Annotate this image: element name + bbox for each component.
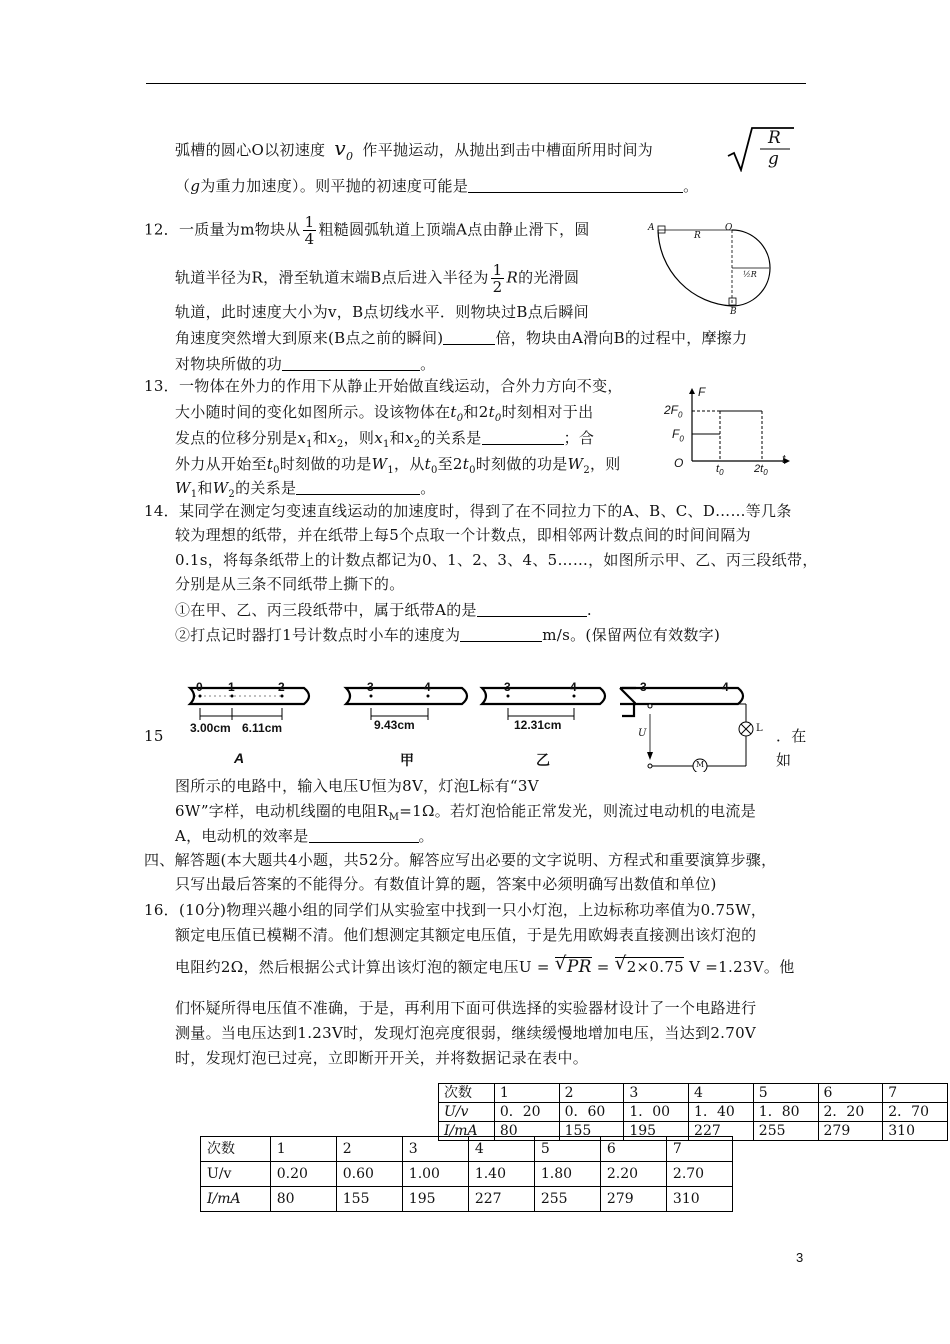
frac-den: 2 — [492, 278, 503, 296]
q11-text-c: 为重力加速度）。则平抛的初速度可能是 — [200, 177, 469, 195]
question-number: 16． — [144, 901, 179, 919]
table-cell: U/v — [439, 1103, 495, 1122]
fraction-half — [491, 262, 505, 295]
table-cell: 0.60 — [336, 1162, 402, 1187]
table-cell: 80 — [270, 1187, 336, 1212]
table-cell: 155 — [559, 1122, 624, 1141]
table-cell: 1.40 — [468, 1162, 534, 1187]
tape-A-point-0: 0 — [196, 680, 203, 694]
g-symbol: g — [190, 177, 201, 195]
tape-A-label: A — [234, 750, 245, 766]
sqrt-value — [614, 953, 685, 976]
half-R-label: ½R — [743, 270, 757, 279]
tape-jia-point-3: 3 — [367, 680, 374, 694]
sqrt-denominator: g — [768, 149, 779, 169]
tape-yi-point-4: 4 — [570, 680, 577, 694]
tape-bing-point-3: 3 — [640, 680, 647, 694]
q13-text: 外力从开始至 — [175, 455, 267, 473]
sqrt-PR — [554, 953, 592, 977]
q14-sub1 — [175, 600, 592, 620]
table-cell: 2.20 — [600, 1162, 666, 1187]
question-number: 14． — [144, 502, 179, 520]
sub0: 0 — [679, 434, 684, 444]
t-sub: 0 — [430, 465, 438, 476]
q12-text: 轨道半径为R，滑至轨道末端B点后进入半径为 — [175, 268, 489, 287]
t-letter: t — [462, 455, 470, 473]
q12-text: 对物块所做的功 — [175, 355, 283, 373]
label-F0 — [672, 427, 684, 443]
tape-A-point-1: 1 — [228, 680, 235, 694]
q13-text: 。 — [420, 479, 436, 497]
data-table-top — [438, 1083, 948, 1141]
t-sub: 0 — [469, 465, 476, 476]
section4-line2: 只写出最后答案的不能得分。有数值计算的题，答案中必须明确写出数值和单位) — [175, 875, 717, 893]
table-cell: 155 — [336, 1187, 402, 1212]
q13-text: ，则 — [343, 429, 375, 447]
q14-text: . — [586, 601, 592, 619]
answer-blank[interactable] — [296, 479, 420, 495]
x-letter: x — [374, 429, 383, 447]
motor-M-label: M — [696, 760, 705, 769]
q13-text: 和 — [197, 479, 213, 497]
q12-text: 粗糙圆弧轨道上顶端A点由静止滑下，圆 — [318, 220, 590, 239]
q16-line6: 时，发现灯泡已过亮，立即断开开关，并将数据记录在表中。 — [175, 1049, 589, 1067]
table-cell: I/mA — [439, 1122, 495, 1141]
q14-line2: 较为理想的纸带，并在纸带上每5个点取一个计数点，即相邻两计数点间的时间间隔为 — [175, 526, 751, 544]
q13-text: 和2 — [463, 403, 489, 421]
paper-tapes-figure — [186, 680, 636, 772]
q13-text: 大小随时间的变化如图所示。设该物体在 — [175, 403, 451, 421]
axis-F-label: F — [698, 385, 706, 399]
q13-text: 时刻做的功是 — [279, 455, 372, 473]
origin-label: O — [674, 456, 684, 470]
q14-line1 — [144, 501, 792, 521]
answer-blank[interactable] — [443, 329, 495, 345]
twot-text: 2t — [754, 463, 764, 475]
radical-icon: √ — [614, 953, 627, 974]
q13-text: ；合 — [563, 429, 595, 447]
header-rule — [146, 83, 806, 84]
q15-line3 — [175, 826, 434, 846]
q12-text: 角速度突然增大到原来(B点之前的瞬间) — [175, 329, 444, 347]
table-row — [439, 1084, 948, 1103]
q12-text: 一质量为m物块从 — [179, 220, 301, 239]
twoF-text: 2F — [664, 403, 679, 417]
table-cell: 195 — [402, 1187, 468, 1212]
t-letter: t — [450, 403, 457, 421]
q13-text: 一物体在外力的作用下从静止开始做直线运动，合外力方向不变， — [179, 377, 623, 395]
q11-paren: （ — [175, 177, 191, 195]
data-table-bottom — [200, 1136, 733, 1212]
q16-line3 — [175, 953, 795, 977]
q15-text: 6W”字样，电动机线圈的电阻R — [175, 802, 389, 820]
label-2t0 — [754, 463, 768, 477]
answer-blank[interactable] — [309, 827, 419, 843]
sqrt-numerator: R — [768, 128, 781, 148]
q15-right-text-1: ．在 — [776, 727, 807, 745]
q15-right-text-2: 如 — [776, 751, 792, 769]
q13-text: ，则 — [589, 455, 621, 473]
t-text: t — [716, 463, 720, 475]
table-cell: 255 — [534, 1187, 600, 1212]
PR-text: PR — [566, 957, 592, 977]
table-cell: 2 — [559, 1084, 624, 1103]
q15-text: =1Ω。若灯泡恰能正常发光，则流过电动机的电流是 — [399, 802, 757, 820]
table-cell: 1.80 — [534, 1162, 600, 1187]
t-letter: t — [488, 403, 495, 421]
section4-line1: 四、解答题(本大题共4小题，共52分。解答应写出必要的文字说明、方程式和重要演算步骤， — [144, 851, 777, 869]
q11-text-b: 作平抛运动，从抛出到击中槽面所用时间为 — [362, 141, 654, 159]
table-cell: 227 — [689, 1122, 754, 1141]
tape-A-distance-2: 6.11cm — [242, 721, 283, 735]
sub0: 0 — [678, 410, 683, 420]
x-letter: x — [328, 429, 337, 447]
R-symbol: R — [506, 268, 519, 287]
label-2F0 — [664, 403, 682, 419]
question-number: 13． — [144, 377, 179, 395]
answer-blank[interactable] — [468, 177, 683, 193]
table-cell: 次数 — [201, 1137, 271, 1162]
q13-line1 — [144, 376, 623, 396]
q14-text: m/s。(保留两位有效数字) — [542, 626, 721, 644]
sub0: 0 — [719, 468, 724, 478]
q14-text: ①在甲、乙、丙三段纸带中，属于纸带A的是 — [175, 601, 477, 619]
q14-text: ②打点记时器打1号计数点时小车的速度为 — [175, 626, 461, 644]
table-cell: 5 — [534, 1137, 600, 1162]
q13-text: 至2 — [437, 455, 463, 473]
table-cell: 3 — [402, 1137, 468, 1162]
table-cell: 80 — [494, 1122, 559, 1141]
q11-line1 — [175, 138, 653, 167]
table-row — [201, 1187, 733, 1212]
q16-text: V =1.23V。他 — [689, 958, 795, 976]
table-row — [439, 1103, 948, 1122]
q15-circuit-figure — [620, 680, 770, 772]
table-cell: 227 — [468, 1187, 534, 1212]
fraction-quarter — [303, 214, 317, 247]
t-sub: 0 — [494, 413, 502, 424]
table-cell: 195 — [624, 1122, 689, 1141]
t-sub: 0 — [273, 465, 280, 476]
radical-sign-icon — [726, 126, 796, 172]
table-cell: 2．20 — [818, 1103, 883, 1122]
t-sub: 0 — [456, 413, 464, 424]
q16-line1 — [144, 900, 766, 920]
lamp-L-label: L — [756, 723, 763, 734]
t0-symbol — [450, 403, 464, 424]
q16-text: (10分)物理兴趣小组的同学们从实验室中找到一只小灯泡，上边标称功率值为0.75W， — [179, 901, 767, 919]
point-A-label: A — [648, 223, 655, 233]
q12-line4 — [175, 328, 747, 348]
tape-yi-point-3: 3 — [504, 680, 511, 694]
table-cell: U/v — [201, 1162, 271, 1187]
q12-text: 。 — [420, 355, 436, 373]
q13-line4: 外力从开始至$t_0$时刻做的功是$W_1$，从$t_0$至$2t_0$时刻做的功是$W_2$，则 — [175, 455, 621, 476]
q14-sub2 — [175, 625, 720, 645]
equals: = — [596, 958, 610, 976]
q15-text: A，电动机的效率是 — [175, 827, 309, 845]
table-row — [201, 1162, 733, 1187]
q15-line1: 图所示的电路中，输入电压U恒为8V，灯泡L标有“3V — [175, 777, 539, 795]
table-cell: 310 — [883, 1122, 948, 1141]
q12-line2 — [175, 262, 579, 295]
q13-text: 和 — [389, 429, 405, 447]
table-cell: 0．20 — [494, 1103, 559, 1122]
q11-line2 — [175, 176, 698, 196]
q16-line2: 额定电压值已模糊不清。他们想测定其额定电压值，于是先用欧姆表直接测出该灯泡的 — [175, 926, 757, 944]
frac-num: 1 — [492, 261, 503, 279]
q15-number: 15 — [144, 727, 164, 745]
q14-line3: 0.1s，将每条纸带上的计数点都记为0、1、2、3、4、5……，如图所示甲、乙、丙三段纸带， — [175, 551, 818, 569]
answer-blank[interactable] — [482, 429, 564, 445]
tape-yi-label: 乙 — [536, 753, 550, 769]
table-cell: 7 — [883, 1084, 948, 1103]
table-cell: 1．00 — [624, 1103, 689, 1122]
q12-text: 的光滑圆 — [518, 268, 580, 287]
table-cell: 1．40 — [689, 1103, 754, 1122]
q13-force-graph — [662, 386, 792, 476]
table-cell: 2.70 — [666, 1162, 732, 1187]
table-cell: 4 — [689, 1084, 754, 1103]
W-letter: W — [175, 479, 191, 497]
point-B-label: B — [730, 307, 737, 317]
table-cell: 次数 — [439, 1084, 495, 1103]
q16-line4: 们怀疑所得电压值不准确，于是，再利用下面可供选择的实验器材设计了一个电路进行 — [175, 999, 757, 1017]
t-letter: t — [266, 455, 274, 473]
table-cell: 310 — [666, 1187, 732, 1212]
table-cell: 279 — [600, 1187, 666, 1212]
tape-yi-distance: 12.31cm — [514, 718, 562, 732]
table-cell: 255 — [753, 1122, 818, 1141]
q12-track-figure — [648, 220, 780, 320]
q14-line4: 分别是从三条不同纸带上撕下的。 — [175, 575, 405, 593]
v0-symbol — [334, 136, 354, 163]
table-cell: 1 — [494, 1084, 559, 1103]
point-O-label: O — [725, 223, 733, 233]
q13-text: 的关系是 — [235, 479, 297, 497]
table-cell: 6 — [600, 1137, 666, 1162]
frac-den: 4 — [304, 230, 315, 248]
q12-line3: 轨道，此时速度大小为v，B点切线水平．则物块过B点后瞬间 — [175, 303, 589, 321]
q12-line5 — [175, 354, 435, 374]
table-cell: 6 — [818, 1084, 883, 1103]
tape-jia-point-4: 4 — [424, 680, 431, 694]
q16-line5: 测量。当电压达到1.23V时，发现灯泡亮度很弱，继续缓慢地增加电压，当达到2.70V — [175, 1024, 757, 1042]
q13-line3: 发点的位移分别是$x_1$和$x_2$，则$x_1$和$x_2$的关系是 ；合 — [175, 429, 595, 450]
q16-text: 电阻约2Ω，然后根据公式计算出该灯泡的额定电压U = — [175, 958, 550, 976]
answer-blank[interactable] — [282, 355, 420, 371]
q13-text: ，从 — [394, 455, 425, 473]
tape-jia-label: 甲 — [400, 753, 414, 769]
q13-text: 发点的位移分别是 — [175, 429, 298, 447]
q13-line5: $W_1$和$W_2$的关系是 。 — [175, 479, 436, 500]
q13-text: 的关系是 — [420, 429, 482, 447]
sqrt-value-text: 2×0.75 — [626, 958, 685, 976]
sub0: 0 — [763, 468, 768, 478]
v-letter: v — [334, 136, 346, 160]
question-number: 12． — [144, 220, 179, 239]
track-diagram — [648, 220, 780, 320]
tape-A-point-2: 2 — [278, 680, 285, 694]
x-letter: x — [297, 429, 307, 447]
tape-bing-point-4: 4 — [722, 680, 729, 694]
t-letter: t — [424, 455, 431, 473]
table-row — [201, 1137, 733, 1162]
q13-line2 — [175, 402, 593, 429]
label-t0 — [716, 463, 724, 477]
table-cell: 0.20 — [270, 1162, 336, 1187]
q15-text: 。 — [418, 827, 434, 845]
v-subscript: 0 — [346, 150, 354, 163]
table-cell: I/mA — [201, 1187, 271, 1212]
F-text: F — [672, 427, 680, 441]
frac-num: 1 — [304, 213, 315, 231]
tape-jia-distance: 9.43cm — [374, 718, 415, 732]
table-cell: 2 — [336, 1137, 402, 1162]
answer-blank[interactable] — [460, 626, 542, 642]
table-cell: 3 — [624, 1084, 689, 1103]
q12-line1 — [144, 214, 590, 247]
table-cell: 4 — [468, 1137, 534, 1162]
W-letter: W — [212, 479, 229, 497]
table-cell: 1．80 — [753, 1103, 818, 1122]
table-cell: 279 — [818, 1122, 883, 1141]
sqrt-r-over-g — [726, 126, 796, 172]
table-cell: 1 — [270, 1137, 336, 1162]
q13-text: 时刻做的功是 — [475, 455, 568, 473]
q11-text-a: 弧槽的圆心O以初速度 — [175, 141, 326, 159]
W-letter: W — [567, 455, 584, 473]
table-cell: 7 — [666, 1137, 732, 1162]
W-letter: W — [371, 455, 388, 473]
answer-blank[interactable] — [477, 601, 587, 617]
x-letter: x — [404, 429, 414, 447]
table-cell: 0．60 — [559, 1103, 624, 1122]
tape-A-distance-1: 3.00cm — [190, 721, 231, 735]
q14-text: 某同学在测定匀变速直线运动的加速度时，得到了在不同拉力下的A、B、C、D……等几条 — [179, 502, 792, 520]
page-number: 3 — [796, 1250, 804, 1265]
q12-text: 倍，物块由A滑向B的过程中，摩擦力 — [495, 329, 748, 347]
table-cell: 1.00 — [402, 1162, 468, 1187]
q15-line2 — [175, 801, 756, 828]
table-cell: 5 — [753, 1084, 818, 1103]
q13-text: 和 — [312, 429, 329, 447]
radical-icon: √ — [554, 953, 567, 974]
table-cell: 2．70 — [883, 1103, 948, 1122]
voltage-U-label: U — [638, 728, 647, 739]
q13-text: 时刻相对于出 — [501, 403, 594, 421]
q11-end: 。 — [683, 177, 699, 195]
axis-t-label: t — [782, 452, 786, 466]
R-label: R — [694, 231, 701, 241]
t0-symbol — [488, 403, 502, 424]
RM-subscript: M — [388, 812, 400, 823]
